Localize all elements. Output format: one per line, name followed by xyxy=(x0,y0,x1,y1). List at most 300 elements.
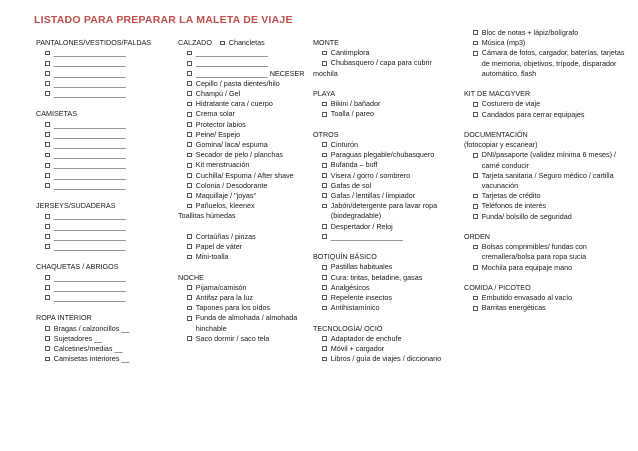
checkbox-icon[interactable] xyxy=(45,81,50,86)
checklist-item xyxy=(313,58,463,68)
checklist-section xyxy=(36,313,176,364)
checkbox-icon[interactable] xyxy=(220,41,225,46)
checklist-item xyxy=(36,48,176,58)
checklist-item-label: Bolsas comprimibles/ fundas con cremallera/bolsa para ropa sucia xyxy=(481,242,587,262)
section-text-line: Toallitas húmedas xyxy=(178,211,236,221)
checklist-section xyxy=(313,130,463,242)
checklist-item xyxy=(313,191,463,201)
checkbox-icon[interactable] xyxy=(45,346,50,351)
checkbox-icon[interactable] xyxy=(322,295,327,300)
checkbox-icon[interactable] xyxy=(322,193,327,198)
checklist-item xyxy=(464,191,634,201)
checklist-item xyxy=(313,344,463,354)
checkbox-icon[interactable] xyxy=(322,234,327,239)
checklist-item xyxy=(313,283,463,293)
checklist-item xyxy=(36,354,176,364)
checkbox-icon[interactable] xyxy=(473,41,478,46)
section-subheading: (fotocopiar y escanear) xyxy=(464,140,538,150)
checklist-item-label: __________________ NECESER xyxy=(195,68,305,78)
checklist-item xyxy=(36,58,176,68)
section-heading xyxy=(464,283,634,293)
checkbox-icon[interactable] xyxy=(45,183,50,188)
checklist-item-label: __________________ xyxy=(53,78,126,88)
checklist-item xyxy=(36,150,176,160)
checklist-item-label: __________________ xyxy=(53,221,126,231)
checklist-item-label: Teléfonos de interés xyxy=(481,201,547,211)
checklist-item-label: __________________ xyxy=(53,140,126,150)
checklist-item xyxy=(464,99,634,109)
checklist-section xyxy=(36,109,176,191)
checkbox-icon[interactable] xyxy=(322,142,327,147)
checklist-item xyxy=(313,48,463,58)
checklist-item xyxy=(178,150,318,160)
checkbox-icon[interactable] xyxy=(45,244,50,249)
checklist-item-label: __________________ xyxy=(53,129,126,139)
checklist-item-label: Peine/ Espejo xyxy=(195,129,241,139)
section-heading xyxy=(464,232,634,242)
checklist-item-label: __________________ xyxy=(53,231,126,241)
checklist-section xyxy=(178,38,318,222)
checkbox-icon[interactable] xyxy=(322,285,327,290)
section-heading-text: TECNOLOGÍA/ OCIO xyxy=(313,323,383,333)
checkbox-icon[interactable] xyxy=(473,265,478,270)
checklist-section xyxy=(178,273,318,344)
section-heading-text: CAMISETAS xyxy=(36,109,78,119)
checklist-item xyxy=(178,48,318,58)
checkbox-icon[interactable] xyxy=(322,204,327,209)
checkbox-icon[interactable] xyxy=(473,306,478,311)
checklist-item xyxy=(313,303,463,313)
checkbox-icon[interactable] xyxy=(187,173,192,178)
checklist-item xyxy=(36,130,176,140)
checklist-section xyxy=(36,38,176,99)
checklist-item xyxy=(178,89,318,99)
checklist-item-label: Cantimplora xyxy=(330,48,370,58)
checklist-item xyxy=(178,232,318,242)
checklist-item-label: __________________ xyxy=(53,119,126,129)
checklist-item-label: Gomina/ laca/ espuma xyxy=(195,140,268,150)
checklist-section xyxy=(313,89,463,120)
checkbox-icon[interactable] xyxy=(187,81,192,86)
checklist-item-label: __________________ xyxy=(53,170,126,180)
checklist-item xyxy=(464,303,634,313)
checkbox-icon[interactable] xyxy=(322,275,327,280)
checklist-item xyxy=(313,293,463,303)
checklist-item-label: Costurero de viaje xyxy=(481,99,541,109)
section-heading-text: JERSEYS/SUDADERAS xyxy=(36,201,116,211)
checkbox-icon[interactable] xyxy=(187,255,192,260)
section-heading xyxy=(464,89,634,99)
section-heading xyxy=(464,130,634,140)
section-heading-text: COMIDA / PICOTEO xyxy=(464,283,531,293)
checkbox-icon[interactable] xyxy=(322,336,327,341)
checklist-item xyxy=(36,242,176,252)
checklist-item-label: Kit menstruación xyxy=(195,160,250,170)
checklist-item-label: Colonia / Desodorante xyxy=(195,180,268,190)
checklist-item xyxy=(313,222,463,232)
section-heading-text: PANTALONES/VESTIDOS/FALDAS xyxy=(36,38,152,47)
checkbox-icon[interactable] xyxy=(187,306,192,311)
checklist-item xyxy=(36,293,176,303)
section-heading-text: PLAYA xyxy=(313,89,336,98)
checklist-item-label: Libros / guía de viajes / diccionario xyxy=(330,354,442,364)
checklist-item xyxy=(178,201,318,211)
checklist-item-label: __________________ xyxy=(53,58,126,68)
checklist-item xyxy=(178,79,318,89)
checkbox-icon[interactable] xyxy=(473,245,478,250)
checklist-item-label: Candados para cerrar equipajes xyxy=(481,109,585,119)
checklist-item xyxy=(36,334,176,344)
checklist-item-label: Calcetines/medias __ xyxy=(53,344,123,354)
checkbox-icon[interactable] xyxy=(187,51,192,56)
column-3 xyxy=(313,38,463,375)
checkbox-icon[interactable] xyxy=(45,153,50,158)
checklist-item xyxy=(313,109,463,119)
checklist-item xyxy=(178,313,318,333)
checkbox-icon[interactable] xyxy=(45,357,50,362)
checklist-item-label: Cuchilla/ Espuma / After shave xyxy=(195,170,294,180)
checkbox-icon[interactable] xyxy=(45,91,50,96)
checkbox-icon[interactable] xyxy=(187,193,192,198)
checklist-item-label: __________________ xyxy=(53,89,126,99)
checkbox-icon[interactable] xyxy=(45,285,50,290)
checklist-item xyxy=(178,171,318,181)
checklist-item-label: Crema solar xyxy=(195,109,235,119)
checkbox-icon[interactable] xyxy=(322,265,327,270)
checklist-item xyxy=(36,283,176,293)
column-1 xyxy=(36,38,176,375)
checklist-item xyxy=(178,283,318,293)
section-heading xyxy=(313,130,463,140)
checklist-item-label: Bloc de notas + lápiz/bolígrafo xyxy=(481,28,579,37)
checklist-item xyxy=(464,263,634,273)
checklist-item-label: Funda/ bolsillo de seguridad xyxy=(481,211,572,221)
section-heading xyxy=(313,38,463,48)
checklist-section xyxy=(313,324,463,365)
checklist-item xyxy=(36,273,176,283)
checkbox-icon[interactable] xyxy=(45,295,50,300)
checklist-item xyxy=(178,334,318,344)
checklist-item xyxy=(178,109,318,119)
checkbox-icon[interactable] xyxy=(322,112,327,117)
checklist-item-label: __________________ xyxy=(53,242,126,252)
checklist-item xyxy=(36,160,176,170)
section-heading xyxy=(313,324,463,334)
checklist-item-label: Cinturón xyxy=(330,140,358,149)
checklist-item-label: Chubasquero / capa para cubrir xyxy=(330,58,432,68)
section-heading xyxy=(178,38,318,48)
checklist-item xyxy=(464,110,634,120)
checklist-item-label: Tarjeta sanitaria / Seguro médico / cartilla vacunación xyxy=(481,170,614,191)
checklist-item-label: Bragas / calzoncillos __ xyxy=(53,323,130,333)
checklist-item xyxy=(36,120,176,130)
checkbox-icon[interactable] xyxy=(187,112,192,117)
checklist-item xyxy=(36,344,176,354)
checklist-item xyxy=(36,324,176,334)
checklist-item xyxy=(464,212,634,222)
checklist-item-label: Visera / gorro / sombrero xyxy=(330,170,411,180)
section-text-line: mochila xyxy=(313,68,338,78)
checklist-item xyxy=(36,171,176,181)
checklist-item xyxy=(178,130,318,140)
checkbox-icon[interactable] xyxy=(45,163,50,168)
section-heading xyxy=(36,38,176,48)
checklist-item-label: Barritas energéticas xyxy=(481,303,546,313)
checkbox-icon[interactable] xyxy=(473,51,478,56)
checklist-section xyxy=(178,232,318,263)
checkbox-icon[interactable] xyxy=(187,295,192,300)
checklist-item xyxy=(178,293,318,303)
checklist-item-label: Cortaúñas / pinzas xyxy=(195,231,256,241)
checkbox-icon[interactable] xyxy=(187,122,192,127)
checklist-item xyxy=(313,160,463,170)
checkbox-icon[interactable] xyxy=(322,224,327,229)
checklist-item-label: Pijama/camisón xyxy=(195,282,247,292)
column-4 xyxy=(464,28,634,324)
checklist-item xyxy=(313,334,463,344)
checklist-item-label: Cura: tiritas, betadine, gasas xyxy=(330,272,423,282)
checklist-item-label: __________________ xyxy=(53,160,126,170)
checklist-item-label: __________________ xyxy=(53,282,126,292)
checklist-item xyxy=(313,232,463,242)
checkbox-icon[interactable] xyxy=(473,214,478,219)
checkbox-icon[interactable] xyxy=(187,71,192,76)
checkbox-icon[interactable] xyxy=(473,153,478,158)
checklist-section xyxy=(464,232,634,273)
checkbox-icon[interactable] xyxy=(322,51,327,56)
checkbox-icon[interactable] xyxy=(187,336,192,341)
checklist-section xyxy=(464,130,634,222)
checklist-item-label: Antifaz para la luz xyxy=(195,293,253,303)
checkbox-icon[interactable] xyxy=(322,346,327,351)
checklist-item-label: Pastillas habituales xyxy=(330,262,393,272)
checklist-item-label: Analgésicos xyxy=(330,282,370,292)
checklist-item-label: Mini-toalla xyxy=(195,252,229,262)
checklist-section xyxy=(464,28,634,79)
checkbox-icon[interactable] xyxy=(45,275,50,280)
checkbox-icon[interactable] xyxy=(473,296,478,301)
checkbox-icon[interactable] xyxy=(187,132,192,137)
checklist-item xyxy=(313,273,463,283)
checklist-item-label: __________________ xyxy=(330,231,403,241)
checklist-item-label: Paraguas plegable/chubasquero xyxy=(330,150,435,160)
checklist-item xyxy=(464,38,634,48)
section-heading-text: DOCUMENTACIÓN xyxy=(464,130,528,139)
checklist-item xyxy=(313,201,463,221)
checklist-item xyxy=(36,140,176,150)
checklist-item-label: Música (mp3) xyxy=(481,38,526,48)
checklist-item xyxy=(178,160,318,170)
checklist-section xyxy=(464,89,634,120)
checklist-item xyxy=(36,181,176,191)
checklist-item-label: __________________ xyxy=(53,68,126,78)
checkbox-icon[interactable] xyxy=(45,173,50,178)
checklist-item xyxy=(36,232,176,242)
checklist-item xyxy=(313,99,463,109)
checklist-item xyxy=(36,89,176,99)
checklist-section xyxy=(313,252,463,313)
checklist-item-label: Embutido envasado al vacío xyxy=(481,293,573,303)
checkbox-icon[interactable] xyxy=(322,357,327,362)
checklist-item xyxy=(464,171,634,191)
checklist-item xyxy=(36,79,176,89)
checkbox-icon[interactable] xyxy=(322,163,327,168)
checklist-item-label: Adaptador de enchufe xyxy=(330,333,402,343)
checkbox-icon[interactable] xyxy=(187,153,192,158)
checkbox-icon[interactable] xyxy=(45,71,50,76)
checkbox-icon[interactable] xyxy=(45,132,50,137)
checkbox-icon[interactable] xyxy=(45,234,50,239)
checklist-section xyxy=(36,262,176,303)
checkbox-icon[interactable] xyxy=(187,244,192,249)
section-heading-text: MONTE xyxy=(313,38,339,47)
checklist-section xyxy=(464,283,634,314)
checklist-item-label: __________________ xyxy=(53,293,126,303)
checklist-item xyxy=(464,242,634,262)
checklist-item xyxy=(313,262,463,272)
checklist-item-label: Protector labios xyxy=(195,119,246,129)
checklist-item-label: Maquillaje / "joyas" xyxy=(195,191,257,201)
checkbox-icon[interactable] xyxy=(473,194,478,199)
checklist-item xyxy=(178,181,318,191)
checklist-item xyxy=(178,99,318,109)
checklist-item-label: Móvil + cargador xyxy=(330,344,385,354)
section-heading xyxy=(36,109,176,119)
checklist-item-label: __________________ xyxy=(53,48,126,58)
checklist-item-label: Tarjetas de crédito xyxy=(481,191,541,201)
checklist-item xyxy=(464,28,634,38)
checkbox-icon[interactable] xyxy=(322,61,327,66)
checkbox-icon[interactable] xyxy=(187,204,192,209)
checkbox-icon[interactable] xyxy=(45,336,50,341)
checklist-item-label: __________________ xyxy=(195,58,268,68)
checklist-item-label: Mochila para equipaje mano xyxy=(481,262,573,272)
checklist-item-label: Papel de váter xyxy=(195,242,243,252)
checklist-item xyxy=(36,211,176,221)
checklist-item xyxy=(178,191,318,201)
section-heading xyxy=(36,262,176,272)
checklist-item xyxy=(464,201,634,211)
checklist-item-label: Gafas / lentillas / limpiador xyxy=(330,191,416,201)
checkbox-icon[interactable] xyxy=(45,214,50,219)
section-heading-text: BOTIQUÍN BÁSICO xyxy=(313,252,377,262)
checkbox-icon[interactable] xyxy=(187,91,192,96)
checklist-item-label: Jabón/detergente para lavar ropa (biodegradable) xyxy=(330,201,438,221)
checkbox-icon[interactable] xyxy=(45,51,50,56)
section-heading-item: Chancletas xyxy=(228,38,265,47)
checkbox-icon[interactable] xyxy=(187,102,192,107)
section-heading xyxy=(36,201,176,211)
checklist-item-label: Bikini / bañador xyxy=(330,99,381,109)
checklist-item-label: Camisetas interiores __ xyxy=(53,354,130,364)
checkbox-icon[interactable] xyxy=(45,122,50,127)
checklist-item-label: Pañuelos, kleenex xyxy=(195,201,255,211)
checklist-item-label: Antihistamínico xyxy=(330,303,380,313)
section-heading-text: NOCHE xyxy=(178,272,204,282)
checklist-item xyxy=(313,150,463,160)
checkbox-icon[interactable] xyxy=(322,102,327,107)
checklist-item-label: DNI/pasaporte (validez mínima 6 meses) / carné conducir xyxy=(481,150,617,170)
checklist-item-label: Bufanda – buff xyxy=(330,160,378,170)
checklist-item-label: __________________ xyxy=(53,150,126,160)
column-2 xyxy=(178,38,318,354)
checkbox-icon[interactable] xyxy=(45,61,50,66)
checkbox-icon[interactable] xyxy=(45,224,50,229)
checklist-item xyxy=(178,303,318,313)
checklist-item-label: Cámara de fotos, cargador, baterías, tarjetas de memoria, objetivos, trípode, disparador automático, flash xyxy=(481,48,625,78)
checklist-item-label: Toalla / pareo xyxy=(330,109,374,119)
checklist-item-label: Sujetadores __ xyxy=(53,333,103,343)
checklist-item-label: Hidratante cara / cuerpo xyxy=(195,99,273,109)
checkbox-icon[interactable] xyxy=(45,326,50,331)
checklist-item-label: __________________ xyxy=(53,211,126,221)
checklist-item xyxy=(178,242,318,252)
checkbox-icon[interactable] xyxy=(187,61,192,66)
checklist-item xyxy=(313,354,463,364)
checkbox-icon[interactable] xyxy=(187,183,192,188)
checkbox-icon[interactable] xyxy=(473,204,478,209)
checklist-item xyxy=(36,69,176,79)
checklist-section xyxy=(36,201,176,252)
checklist-item xyxy=(178,120,318,130)
checklist-item-label: Despertador / Reloj xyxy=(330,221,393,231)
checkbox-icon[interactable] xyxy=(473,112,478,117)
checkbox-icon[interactable] xyxy=(322,183,327,188)
checkbox-icon[interactable] xyxy=(473,30,478,35)
checkbox-icon[interactable] xyxy=(187,163,192,168)
checkbox-icon[interactable] xyxy=(187,285,192,290)
checkbox-icon[interactable] xyxy=(187,316,192,321)
section-heading-text: ROPA INTERIOR xyxy=(36,313,92,323)
checklist-item xyxy=(36,222,176,232)
checklist-item-label: Champú / Gel xyxy=(195,89,241,99)
checkbox-icon[interactable] xyxy=(473,102,478,107)
checklist-item-label: Tapones para los oídos xyxy=(195,303,271,313)
checkbox-icon[interactable] xyxy=(473,173,478,178)
checkbox-icon[interactable] xyxy=(187,234,192,239)
checklist-item-label: Repelente insectos xyxy=(330,293,392,303)
checklist-item xyxy=(178,58,318,68)
checklist-item-label: Cepillo / pasta dientes/hilo xyxy=(195,78,280,88)
section-heading-text: KIT DE MACGYVER xyxy=(464,89,531,99)
checklist-item xyxy=(313,140,463,150)
checkbox-icon[interactable] xyxy=(187,142,192,147)
checklist-item xyxy=(464,48,634,79)
checklist-item xyxy=(464,150,634,170)
checklist-item-label: Gafas de sol xyxy=(330,180,372,190)
checklist-item xyxy=(178,252,318,262)
checklist-item-label: __________________ xyxy=(53,272,126,282)
checklist-item-label: __________________ xyxy=(53,180,126,190)
checklist-item xyxy=(313,171,463,181)
checkbox-icon[interactable] xyxy=(45,142,50,147)
section-heading-text: ORDEN xyxy=(464,232,490,242)
page-title: LISTADO PARA PREPARAR LA MALETA DE VIAJE xyxy=(34,14,293,26)
section-heading xyxy=(313,89,463,99)
section-heading-text: CHAQUETAS / ABRIGOS xyxy=(36,262,119,272)
checkbox-icon[interactable] xyxy=(322,306,327,311)
checklist-item-label: Funda de almohada / almohada hinchable xyxy=(195,313,298,333)
checkbox-icon[interactable] xyxy=(322,173,327,178)
checklist-item-label: Saco dormir / saco tela xyxy=(195,333,270,343)
checklist-item-label: __________________ xyxy=(195,48,268,58)
checklist-item xyxy=(464,293,634,303)
section-heading-text: OTROS xyxy=(313,129,339,139)
checklist-item xyxy=(178,69,318,79)
checkbox-icon[interactable] xyxy=(322,153,327,158)
section-heading xyxy=(36,313,176,323)
section-heading-text: CALZADO xyxy=(178,38,212,47)
